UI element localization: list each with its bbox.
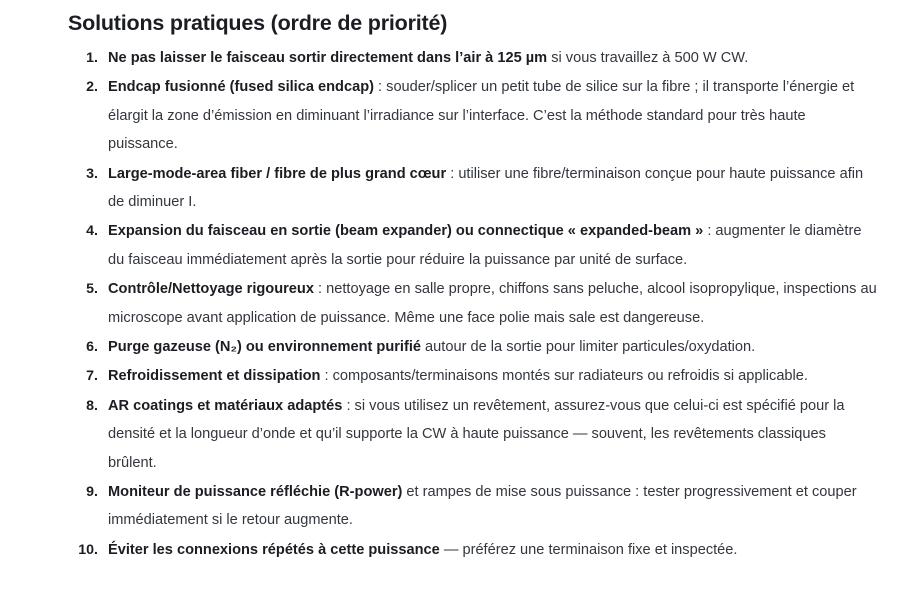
list-item xyxy=(68,217,877,274)
page-title: Solutions pratiques (ordre de priorité) xyxy=(68,11,448,35)
list-item-rest: : si vous utilisez un revêtement, assurez-vous que celui-ci est spécifié pour la densité et la longueur d’onde et qu’il supporte la CW à haute puissance — souvent, les revêtements classiques brûlent. xyxy=(108,397,845,471)
list-item xyxy=(68,275,877,332)
list-item-lead: Moniteur de puissance réfléchie (R-power) xyxy=(108,483,403,500)
list-item-lead: Purge gazeuse (N₂) ou environnement purifié xyxy=(108,338,421,355)
list-item-lead: Refroidissement et dissipation xyxy=(108,368,321,385)
list-item-lead: Éviter les connexions répétés à cette puissance xyxy=(108,541,440,558)
list-item-rest: : composants/terminaisons montés sur radiateurs ou refroidis si applicable. xyxy=(320,368,808,385)
list-item-lead: Endcap fusionné (fused silica endcap) xyxy=(108,79,374,96)
list-item-rest: — préférez une terminaison fixe et inspectée. xyxy=(439,541,738,558)
list-item-rest: : souder/splicer un petit tube de silice sur la fibre ; il transporte l’énergie et élargit la zone d’émission en diminuant l’irradiance sur l’interface. C’est la méthode standard pour très haute puissance. xyxy=(108,79,855,153)
list-item-lead: Large-mode-area fiber / fibre de plus grand cœur xyxy=(108,165,447,182)
list-item xyxy=(68,333,877,361)
list-item xyxy=(68,160,877,217)
list-item-lead: Expansion du faisceau en sortie (beam expander) ou connectique « expanded-beam » xyxy=(108,223,704,240)
list-item xyxy=(68,536,877,564)
list-item xyxy=(68,44,877,72)
list-item xyxy=(68,73,877,158)
list-item xyxy=(68,362,877,390)
list-item xyxy=(68,392,877,477)
solutions-list xyxy=(68,44,877,564)
list-item-rest: si vous travaillez à 500 W CW. xyxy=(547,49,749,66)
list-item-rest: : nettoyage en salle propre, chiffons sans peluche, alcool isopropylique, inspections au microscope avant application de puissance. Même une face polie mais sale est dangereuse. xyxy=(108,281,877,326)
list-item-lead: Contrôle/Nettoyage rigoureux xyxy=(108,281,314,298)
list-item-lead: Ne pas laisser le faisceau sortir directement dans l’air à 125 µm xyxy=(108,49,548,66)
list-item xyxy=(68,478,877,535)
list-item-rest: : augmenter le diamètre du faisceau immédiatement après la sortie pour réduire la puissance par unité de surface. xyxy=(108,223,862,268)
list-item-rest: : utiliser une fibre/terminaison conçue pour haute puissance afin de diminuer I. xyxy=(108,165,864,210)
list-item-rest: et rampes de mise sous puissance : tester progressivement et couper immédiatement si le retour augmente. xyxy=(108,483,857,529)
list-item-lead: AR coatings et matériaux adaptés xyxy=(108,397,343,414)
list-item-rest: autour de la sortie pour limiter particules/oxydation. xyxy=(421,338,756,355)
